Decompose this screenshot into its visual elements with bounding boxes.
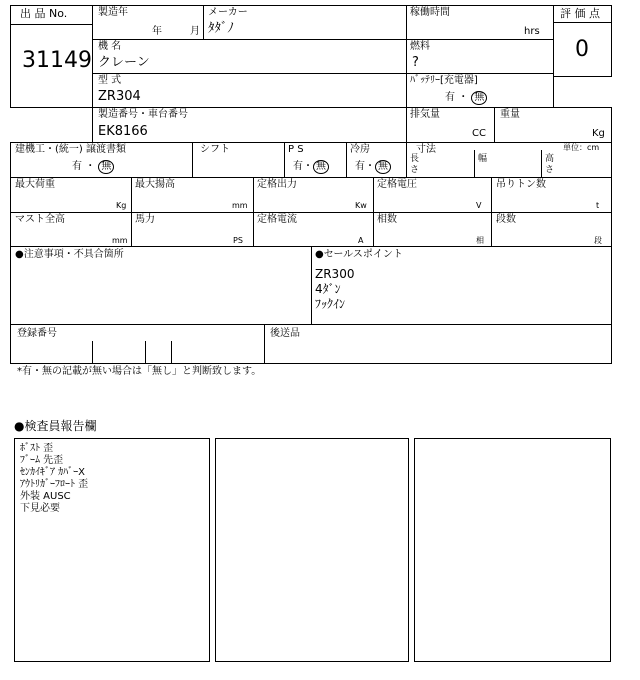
- phases-label: 相数: [377, 214, 397, 225]
- rated-voltage-label: 定格電圧: [377, 179, 417, 190]
- model-name-label: 機 名: [98, 41, 122, 52]
- sales-point-line-1: ZR300: [315, 267, 355, 281]
- inspector-title: ●検査員報告欄: [14, 419, 97, 433]
- inspector-line-6: 下見必要: [20, 503, 60, 514]
- rated-current-label: 定格電流: [257, 214, 297, 225]
- notes-label: ●注意事項・不具合箇所: [15, 249, 124, 260]
- transfer-doc-options: 有 ・ 無: [72, 160, 114, 174]
- mast-height-label: マスト全高: [15, 214, 65, 225]
- displacement-unit: CC: [472, 128, 486, 139]
- displacement-label: 排気量: [410, 109, 440, 120]
- mfg-year-label: 製造年: [98, 7, 128, 18]
- lot-number-label: 出 品 No.: [20, 7, 68, 20]
- max-lift-unit: mm: [232, 201, 248, 210]
- horsepower-label: 馬力: [135, 214, 155, 225]
- inspector-line-4: ｱｳﾄﾘｶﾞｰﾌﾛｰﾄ 歪: [20, 479, 89, 490]
- registration-label: 登録番号: [17, 328, 57, 339]
- battery-options: 有 ・ 無: [445, 91, 487, 105]
- serial-label: 製造番号・車台番号: [98, 109, 188, 120]
- dimensions-length: 長 さ: [410, 154, 420, 175]
- inspector-line-1: ﾎﾞｽﾄ 歪: [20, 443, 54, 454]
- dimensions-height: 高 さ: [545, 154, 555, 175]
- maker-label: メーカー: [208, 7, 248, 18]
- lot-number-value: 31149: [22, 48, 92, 73]
- cooler-no-circled[interactable]: 無: [375, 160, 391, 174]
- inspector-line-5: 外装 AUSC: [20, 491, 71, 502]
- dimensions-unit: 単位：cm: [563, 143, 600, 152]
- score-label: 評 価 点: [560, 7, 600, 20]
- battery-label: ﾊﾞｯﾃﾘｰ[充電器]: [410, 75, 478, 86]
- ps-options: 有・ 無: [293, 160, 329, 174]
- serial-value: EK8166: [98, 124, 148, 139]
- dimensions-label: 寸法: [416, 144, 436, 155]
- max-load-unit: Kg: [116, 201, 127, 210]
- score-value: 0: [575, 37, 589, 62]
- dimensions-width: 幅: [478, 154, 488, 164]
- sales-point-line-2: 4ﾀﾞﾝ: [315, 282, 341, 296]
- model-name-value: クレーン: [98, 55, 150, 70]
- lifting-tons-label: 吊りトン数: [496, 179, 546, 190]
- spec-table: [10, 142, 612, 247]
- max-lift-label: 最大揚高: [135, 179, 175, 190]
- cooler-options: 有・ 無: [355, 160, 391, 174]
- inspector-line-3: ｾﾝｶｲｷﾞｱ ｶﾊﾞｰX: [20, 467, 86, 478]
- stages-unit: 段: [594, 236, 602, 245]
- weight-unit: Kg: [592, 128, 605, 139]
- sales-points-label: ●セールスポイント: [315, 249, 403, 260]
- transfer-doc-label: 建機工・(統一) 譲渡書類: [15, 144, 126, 155]
- shift-label: シフト: [200, 144, 230, 155]
- inspector-panel-2: [215, 438, 409, 662]
- weight-label: 重量: [500, 109, 520, 120]
- battery-no-circled[interactable]: 無: [471, 91, 487, 105]
- inspector-line-2: ﾌﾞｰﾑ 先歪: [20, 455, 64, 466]
- mast-height-unit: mm: [112, 236, 128, 245]
- model-type-label: 型 式: [98, 75, 122, 86]
- cooler-yes[interactable]: 有: [355, 161, 365, 172]
- cooler-label: 冷房: [350, 144, 370, 155]
- hours-label: 稼働時間: [410, 7, 450, 18]
- rated-output-label: 定格出力: [257, 179, 297, 190]
- rated-current-unit: A: [358, 236, 364, 245]
- transfer-doc-yes[interactable]: 有: [72, 161, 82, 172]
- ps-yes[interactable]: 有: [293, 161, 303, 172]
- hours-unit: hrs: [524, 26, 540, 37]
- rated-output-unit: Kw: [355, 201, 367, 210]
- stages-label: 段数: [496, 214, 516, 225]
- shipping-label: 後送品: [270, 328, 300, 339]
- ps-label: P S: [288, 144, 304, 155]
- max-load-label: 最大荷重: [15, 179, 55, 190]
- maker-value: ﾀﾀﾞﾉ: [208, 21, 234, 36]
- battery-yes[interactable]: 有: [445, 92, 455, 103]
- registration-box: [10, 324, 612, 364]
- sales-point-line-3: ﾌｯｸｲﾝ: [315, 297, 346, 311]
- lifting-tons-unit: t: [596, 201, 600, 210]
- model-type-value: ZR304: [98, 89, 141, 104]
- horsepower-unit: PS: [233, 236, 243, 245]
- inspector-panel-3: [414, 438, 611, 662]
- footnote: *有・無の記載が無い場合は「無し」と判断致します。: [17, 366, 262, 377]
- mfg-year-unit: 年: [152, 26, 162, 37]
- phases-unit: 相: [476, 236, 484, 245]
- mfg-month-unit: 月: [190, 26, 200, 37]
- transfer-doc-no-circled[interactable]: 無: [98, 160, 114, 174]
- fuel-value: ?: [412, 55, 419, 70]
- fuel-label: 燃料: [410, 41, 430, 52]
- rated-voltage-unit: V: [476, 201, 482, 210]
- ps-no-circled[interactable]: 無: [313, 160, 329, 174]
